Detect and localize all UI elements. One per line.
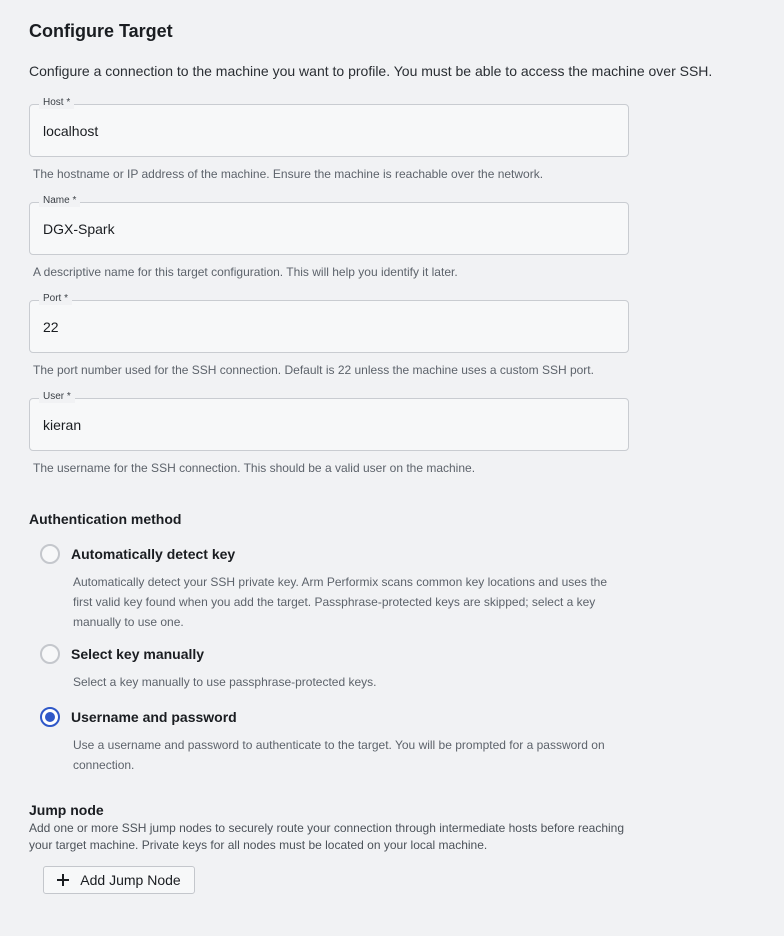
password-label: Username and password [71, 709, 237, 725]
manual-key-label: Select key manually [71, 646, 205, 662]
user-input[interactable]: kieran [29, 398, 629, 451]
host-input[interactable]: localhost [29, 104, 629, 157]
port-help: The port number used for the SSH connection. Default is 22 unless the machine uses a custom SSH port. [33, 363, 594, 377]
manual-key-description: Select a key manually to use passphrase-protected keys. [73, 675, 377, 689]
auth-option-auto-detect[interactable] [40, 544, 749, 632]
name-help: A descriptive name for this target configuration. This will help you identify it later. [33, 265, 458, 279]
user-label: User * [39, 391, 75, 403]
port-label: Port * [39, 293, 72, 305]
jump-node-description: Add one or more SSH jump nodes to securely route your connection through intermediate hosts before reaching your target machine. Private keys for all nodes must be located on your local machine. [29, 821, 625, 852]
name-label: Name * [39, 195, 80, 207]
auto-detect-label: Automatically detect key [71, 546, 236, 562]
configure-target-form [29, 20, 749, 894]
port-input[interactable]: 22 [29, 300, 629, 353]
auto-detect-description: Automatically detect your SSH private key. Arm Performix scans common key locations and uses the first valid key found when you add the target. Passphrase-protected keys are skipped; select a key manually to use one. [73, 575, 607, 629]
user-field [29, 391, 629, 451]
password-radio[interactable] [40, 707, 60, 727]
auth-option-password[interactable] [40, 707, 749, 775]
host-label: Host * [39, 97, 74, 109]
jump-node-title: Jump node [29, 802, 104, 818]
add-jump-node-label: Add Jump Node [80, 872, 181, 888]
auth-option-manual-key[interactable] [40, 644, 749, 692]
add-jump-node-button[interactable] [43, 866, 195, 894]
page-title: Configure Target [29, 21, 173, 41]
host-field [29, 97, 629, 157]
page-intro: Configure a connection to the machine you want to profile. You must be able to access the machine over SSH. [29, 63, 713, 79]
manual-key-radio[interactable] [40, 644, 60, 664]
plus-icon [57, 874, 69, 886]
host-help: The hostname or IP address of the machine. Ensure the machine is reachable over the network. [33, 167, 544, 181]
port-field [29, 293, 629, 353]
user-help: The username for the SSH connection. This should be a valid user on the machine. [33, 461, 476, 475]
password-description: Use a username and password to authenticate to the target. You will be prompted for a password on connection. [73, 738, 605, 772]
name-field [29, 195, 629, 255]
auth-method-title: Authentication method [29, 511, 182, 527]
name-input[interactable]: DGX-Spark [29, 202, 629, 255]
auto-detect-radio[interactable] [40, 544, 60, 564]
